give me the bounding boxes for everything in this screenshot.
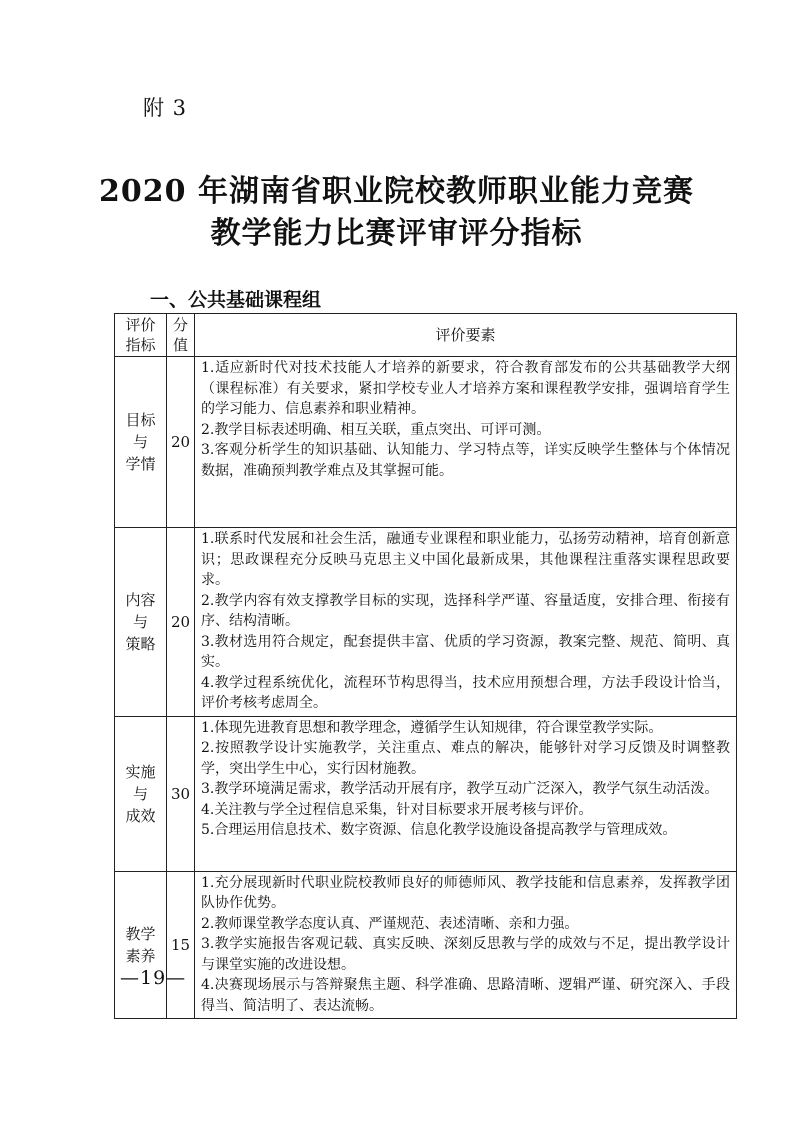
requirements-cell xyxy=(195,716,737,871)
requirement-item: 3.教学环境满足需求，教学活动开展有序，教学互动广泛深入，教学气氛生动活泼。 xyxy=(201,781,719,797)
page-number: —19— xyxy=(120,967,187,989)
requirement-item: 4.决赛现场展示与答辩聚焦主题、科学准确、思路清晰、逻辑严谨、研究深入、手段得当、简洁明了、表达流畅。 xyxy=(201,977,730,1014)
indicator-line: 与 xyxy=(132,612,148,631)
indicator-cell xyxy=(115,357,167,528)
table-header-row xyxy=(115,314,737,357)
indicator-cell xyxy=(115,528,167,717)
requirement-item: 3.教材选用符合规定，配套提供丰富、优质的学习资源，教案完整、规范、简明、真实。 xyxy=(201,633,730,670)
header-indicator xyxy=(115,314,167,357)
score-cell: 20 xyxy=(167,528,195,717)
header-score-line-2: 值 xyxy=(172,336,188,354)
indicator-line: 内容 xyxy=(125,590,156,609)
indicator-line: 与 xyxy=(132,784,148,803)
document-title-line-2: 教学能力比赛评审评分指标 xyxy=(210,216,583,251)
indicator-line: 学情 xyxy=(125,455,156,473)
requirement-item: 1.适应新时代对技术技能人才培养的新要求，符合教育部发布的公共基础教学大纲（课程标准）有关要求，紧扣学校专业人才培养方案和课程教学安排，强调培育学生的学习能力、信息素养和职业精神。 xyxy=(201,360,730,417)
indicator-line: 与 xyxy=(132,433,148,451)
indicator-line: 教学 xyxy=(125,924,156,943)
indicator-cell xyxy=(115,716,167,871)
requirement-item: 4.关注教与学全过程信息采集，针对目标要求开展考核与评价。 xyxy=(201,801,593,818)
requirement-item: 1.联系时代发展和社会生活，融通专业课程和职业能力，弘扬劳动精神，培育创新意识；思政课程充分反映马克思主义中国化最新成果，其他课程注重落实课程思政要求。 xyxy=(201,531,730,588)
requirement-item: 2.教师课堂教学态度认真、严谨规范、表述清晰、亲和力强。 xyxy=(201,915,579,932)
annex-label: 附 3 xyxy=(143,96,188,120)
header-indicator-line-1: 评价 xyxy=(125,316,156,334)
requirements-cell xyxy=(195,357,737,528)
requirements-cell xyxy=(195,871,737,1019)
requirement-item: 2.教学目标表述明确、相互关联，重点突出、可评可测。 xyxy=(201,421,551,438)
section-heading: 一、公共基础课程组 xyxy=(150,289,322,311)
indicator-line: 成效 xyxy=(125,806,156,825)
table-body xyxy=(115,357,737,1019)
scoring-table xyxy=(114,313,737,1019)
score-cell: 20 xyxy=(167,357,195,528)
header-indicator-line-2: 指标 xyxy=(125,336,156,354)
requirement-item: 1.体现先进教育思想和教学理念，遵循学生认知规律，符合课堂教学实际。 xyxy=(201,719,663,736)
table-row xyxy=(115,716,737,871)
requirement-item: 2.按照教学设计实施教学，关注重点、难点的解决，能够针对学习反馈及时调整教学，突出学生中心，实行因材施教。 xyxy=(201,740,730,777)
requirement-item: 5.合理运用信息技术、数字资源、信息化教学设施设备提高教学与管理成效。 xyxy=(201,822,677,838)
requirement-item: 4.教学过程系统优化，流程环节构思得当，技术应用预想合理，方法手段设计恰当，评价考核考虑周全。 xyxy=(201,674,730,711)
score-cell: 15 xyxy=(167,871,195,1019)
requirements-cell xyxy=(195,528,737,717)
score-cell: 30 xyxy=(167,716,195,871)
indicator-line: 素养 xyxy=(125,946,156,965)
table-row xyxy=(115,357,737,528)
table-row xyxy=(115,871,737,1019)
indicator-cell xyxy=(115,871,167,1019)
document-title-line-1: 2020 年湖南省职业院校教师职业能力竞赛 xyxy=(99,174,694,209)
requirement-item: 1.充分展现新时代职业院校教师良好的师德师风、教学技能和信息素养，发挥教学团队协作优势。 xyxy=(201,874,730,911)
requirement-item: 3.客观分析学生的知识基础、认知能力、学习特点等，详实反映学生整体与个体情况数据，准确预判教学难点及其掌握可能。 xyxy=(201,442,730,479)
header-score xyxy=(167,314,195,357)
indicator-line: 目标 xyxy=(125,411,156,429)
requirement-item: 3.教学实施报告客观记载、真实反映、深刻反思教与学的成效与不足，提出教学设计与课堂实施的改进设想。 xyxy=(201,936,730,973)
table-row xyxy=(115,528,737,717)
indicator-line: 实施 xyxy=(125,762,156,781)
header-score-line-1: 分 xyxy=(172,316,188,334)
requirement-item: 2.教学内容有效支撑教学目标的实现，选择科学严谨、容量适度，安排合理、衔接有序、结构清晰。 xyxy=(201,592,730,629)
indicator-line: 策略 xyxy=(125,634,156,653)
header-requirements: 评价要素 xyxy=(195,314,737,357)
